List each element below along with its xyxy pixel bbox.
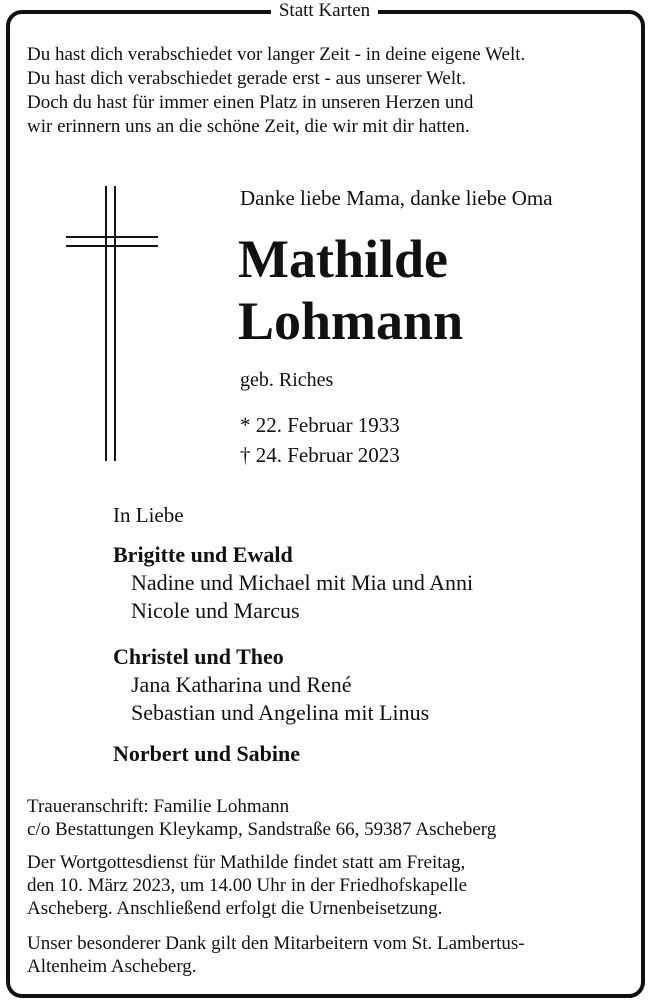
maiden-name: geb. Riches xyxy=(240,369,334,391)
service-line: Ascheberg. Anschließend erfolgt die Urnenbeisetzung. xyxy=(27,898,443,919)
first-name: Mathilde xyxy=(238,229,448,289)
poem-line: Doch du hast für immer einen Platz in unseren Herzen und xyxy=(27,92,474,113)
birth-date: * 22. Februar 1933 xyxy=(240,413,400,437)
service-info xyxy=(27,851,467,920)
gratitude-line: Altenheim Ascheberg. xyxy=(27,956,197,977)
service-line: den 10. März 2023, um 14.00 Uhr in der Friedhofskapelle xyxy=(27,875,468,896)
service-line: Der Wortgottesdienst für Mathilde findet statt am Freitag, xyxy=(27,852,466,873)
address-line: Traueranschrift: Familie Lohmann xyxy=(27,796,290,817)
family-member: Jana Katharina und René xyxy=(131,672,352,697)
thanks-line: Danke liebe Mama, danke liebe Oma xyxy=(240,186,553,210)
poem xyxy=(27,43,525,139)
header-label xyxy=(0,0,649,22)
family-member: Nadine und Michael mit Mia und Anni xyxy=(131,570,474,595)
last-name: Lohmann xyxy=(238,291,464,351)
cross-icon xyxy=(66,186,158,461)
family-head: Christel und Theo xyxy=(113,644,284,669)
family-group xyxy=(113,740,300,768)
mourning-address xyxy=(27,795,496,841)
poem-line: wir erinnern uns an die schöne Zeit, die wir mit dir hatten. xyxy=(27,116,470,137)
gratitude-line: Unser besonderer Dank gilt den Mitarbeitern vom St. Lambertus- xyxy=(27,933,525,954)
life-dates xyxy=(240,410,400,470)
family-head: Norbert und Sabine xyxy=(113,741,301,766)
family-group xyxy=(113,643,429,727)
address-line: c/o Bestattungen Kleykamp, Sandstraße 66, 59387 Ascheberg xyxy=(27,819,497,840)
death-date: † 24. Februar 2023 xyxy=(240,443,400,467)
family-member: Nicole und Marcus xyxy=(131,598,300,623)
family-member: Sebastian und Angelina mit Linus xyxy=(131,700,430,725)
poem-line: Du hast dich verabschiedet gerade erst - aus unserer Welt. xyxy=(27,68,467,89)
in-liebe: In Liebe xyxy=(113,503,184,527)
deceased-name xyxy=(238,228,463,352)
family-group xyxy=(113,541,473,625)
gratitude-note xyxy=(27,932,525,978)
notice-border xyxy=(6,10,645,998)
family-head: Brigitte und Ewald xyxy=(113,542,293,567)
poem-line: Du hast dich verabschiedet vor langer Zeit - in deine eigene Welt. xyxy=(27,44,526,65)
header-label-text: Statt Karten xyxy=(271,0,378,21)
